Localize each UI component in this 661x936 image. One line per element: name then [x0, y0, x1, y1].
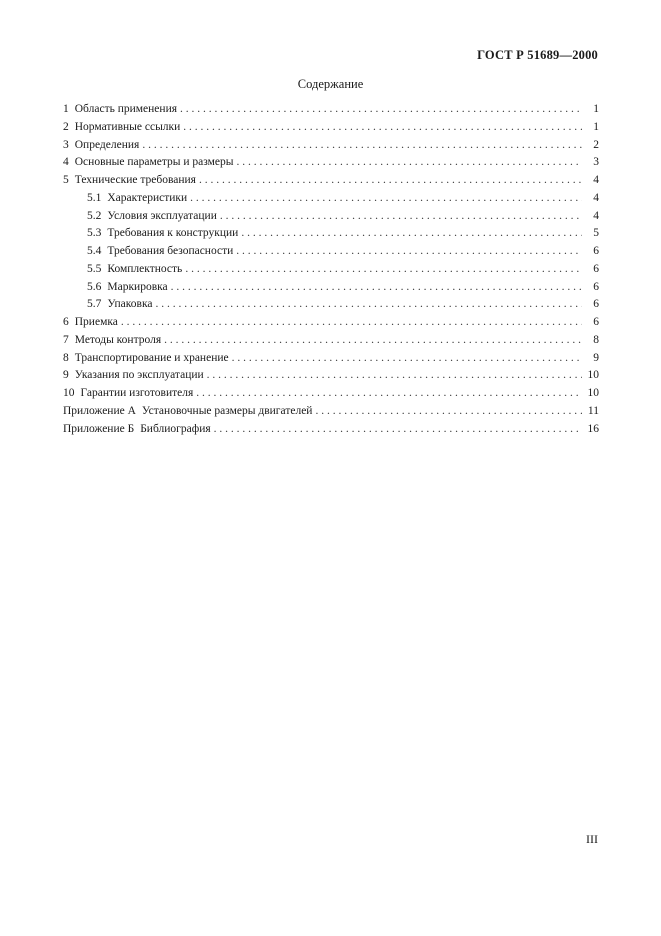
toc-entry-page: 10 [587, 369, 599, 382]
toc-entry-page: 9 [593, 351, 599, 364]
toc-leader-dots [196, 385, 582, 403]
toc-entry-page: 4 [593, 174, 599, 186]
table-of-contents [63, 101, 599, 438]
toc-entry-number: 5.6 [87, 280, 102, 293]
toc-entry-page: 6 [593, 298, 599, 311]
toc-entry[interactable] [63, 385, 599, 403]
toc-entry[interactable] [63, 403, 599, 421]
toc-entry-number: 2 [63, 120, 69, 133]
document-code: ГОСТ Р 51689—2000 [477, 48, 598, 62]
toc-entry-number: Приложение Б [63, 422, 135, 435]
toc-leader-dots [190, 190, 582, 208]
toc-entry-page: 2 [593, 138, 599, 151]
toc-leader-dots [207, 367, 582, 385]
toc-leader-dots [236, 243, 582, 261]
toc-leader-dots [214, 421, 582, 439]
toc-entry-page: 10 [587, 387, 599, 399]
toc-entry-label: Характеристики [107, 191, 188, 204]
toc-entry-number: 10 [63, 387, 75, 399]
toc-entry-number: 5.2 [87, 209, 102, 222]
toc-entry-label: Методы контроля [74, 333, 162, 346]
toc-entry-number: Приложение А [63, 404, 136, 417]
toc-entry-number: 3 [63, 138, 69, 151]
toc-entry-label: Транспортирование и хранение [74, 351, 229, 364]
toc-leader-dots [183, 119, 582, 137]
toc-entry[interactable] [63, 332, 599, 350]
toc-entry-page: 6 [593, 316, 599, 328]
toc-entry-page: 4 [593, 191, 599, 204]
toc-entry-number: 7 [63, 333, 69, 346]
toc-entry-page: 1 [593, 120, 599, 133]
toc-entry-page: 6 [593, 262, 599, 275]
toc-entry[interactable] [63, 119, 599, 137]
toc-entry-number: 9 [63, 369, 69, 382]
toc-entry-number: 6 [63, 316, 69, 328]
toc-entry[interactable] [63, 154, 599, 172]
toc-entry-label: Требования безопасности [107, 245, 234, 257]
toc-entry-label: Нормативные ссылки [74, 120, 181, 133]
toc-entry[interactable] [63, 225, 599, 243]
toc-entry[interactable] [63, 296, 599, 314]
toc-entry[interactable] [63, 243, 599, 261]
toc-entry-number: 5.5 [87, 262, 102, 275]
toc-leader-dots [185, 261, 582, 279]
toc-entry-label: Маркировка [107, 280, 168, 293]
toc-leader-dots [241, 225, 582, 243]
toc-leader-dots [220, 208, 582, 226]
toc-entry-label: Технические требования [74, 174, 196, 186]
toc-entry-number: 8 [63, 351, 69, 364]
toc-entry-label: Упаковка [107, 298, 153, 311]
toc-entry-page: 4 [593, 209, 599, 222]
toc-entry-page: 5 [593, 227, 599, 240]
toc-entry-label: Определения [74, 138, 140, 151]
toc-entry-label: Установочные размеры двигателей [141, 404, 313, 417]
toc-entry-label: Библиография [140, 422, 211, 435]
toc-entry[interactable] [63, 350, 599, 368]
toc-entry[interactable] [63, 367, 599, 385]
toc-entry-page: 6 [593, 280, 599, 293]
toc-entry-label: Приемка [74, 316, 118, 328]
toc-entry-number: 4 [63, 156, 69, 169]
toc-entry[interactable] [63, 208, 599, 226]
toc-entry-label: Требования к конструкции [107, 227, 239, 240]
toc-title: Содержание [297, 77, 364, 91]
toc-entry[interactable] [63, 190, 599, 208]
toc-entry-number: 5.7 [87, 298, 102, 311]
toc-leader-dots [142, 137, 582, 155]
toc-entry[interactable] [63, 279, 599, 297]
toc-leader-dots [164, 332, 582, 350]
toc-entry[interactable] [63, 172, 599, 190]
toc-entry-label: Область применения [74, 103, 178, 115]
toc-leader-dots [121, 314, 582, 332]
toc-entry-number: 5.1 [87, 191, 102, 204]
toc-leader-dots [171, 279, 582, 297]
page-number: III [586, 832, 598, 846]
toc-entry-page: 11 [587, 404, 599, 417]
toc-entry-number: 5 [63, 174, 69, 186]
toc-entry-page: 8 [593, 333, 599, 346]
toc-entry-label: Условия эксплуатации [107, 209, 217, 222]
toc-entry-label: Комплектность [107, 262, 183, 275]
toc-entry-page: 1 [593, 103, 599, 115]
toc-entry-number: 5.3 [87, 227, 102, 240]
toc-leader-dots [199, 172, 582, 190]
toc-entry-page: 16 [587, 422, 599, 435]
toc-entry-number: 1 [63, 103, 69, 115]
toc-leader-dots [315, 403, 582, 421]
toc-leader-dots [232, 350, 582, 368]
toc-leader-dots [155, 296, 582, 314]
toc-entry[interactable] [63, 101, 599, 119]
toc-entry-page: 3 [593, 156, 599, 169]
toc-entry-label: Гарантии изготовителя [80, 387, 194, 399]
toc-entry[interactable] [63, 314, 599, 332]
toc-entry-number: 5.4 [87, 245, 102, 257]
toc-leader-dots [237, 154, 583, 172]
toc-entry-label: Основные параметры и размеры [74, 156, 234, 169]
toc-entry[interactable] [63, 261, 599, 279]
toc-entry[interactable] [63, 137, 599, 155]
toc-entry-label: Указания по эксплуатации [74, 369, 204, 382]
toc-entry[interactable] [63, 421, 599, 439]
toc-entry-page: 6 [593, 245, 599, 257]
toc-leader-dots [180, 101, 582, 119]
